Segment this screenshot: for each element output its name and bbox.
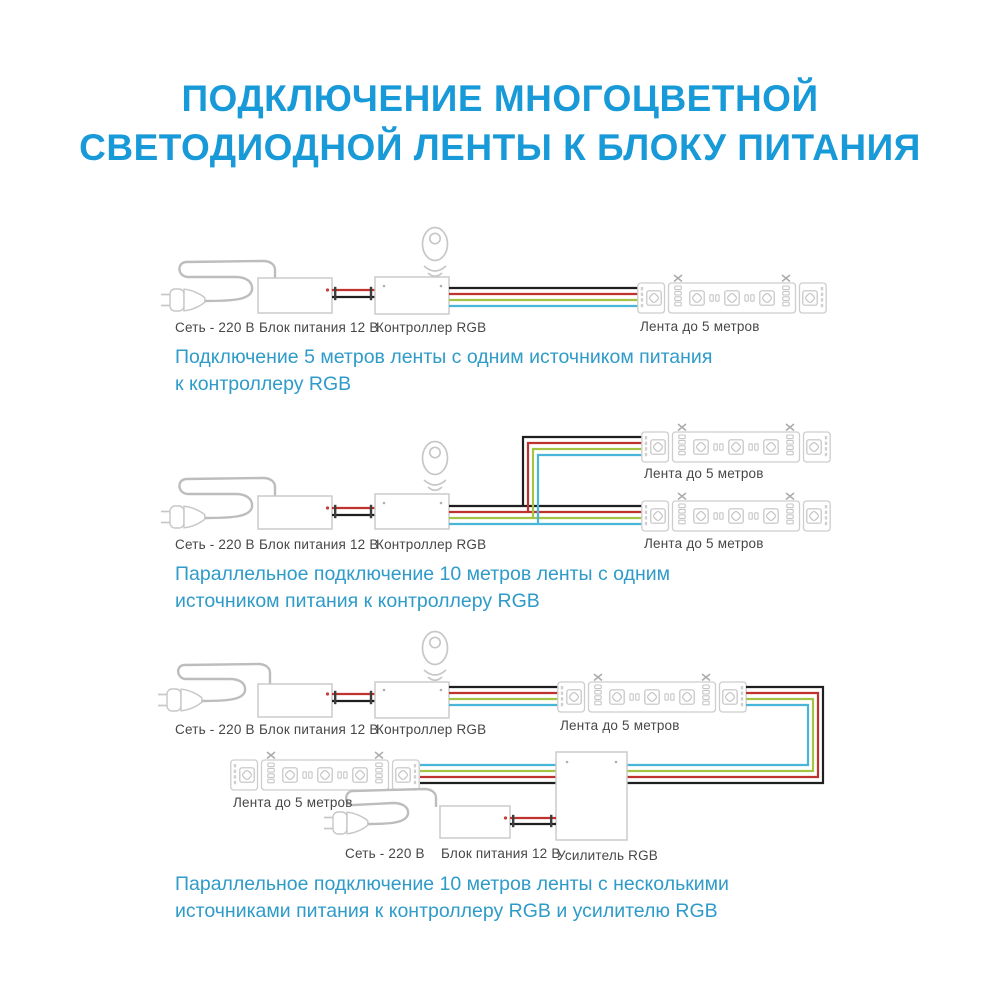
page-title-line-1: ПОДКЛЮЧЕНИЕ МНОГОЦВЕТНОЙ [181, 78, 819, 119]
led-strip [642, 424, 830, 462]
label-strip: Лента до 5 метров [644, 466, 764, 481]
label-mains: Сеть - 220 В [175, 722, 255, 737]
psu-terminal [326, 506, 329, 509]
label-psu: Блок питания 12 В [441, 846, 561, 861]
diagram-1-caption [175, 344, 712, 398]
controller-box [375, 277, 449, 314]
wire-cyan-loop [627, 705, 808, 765]
ir-remote-icon [423, 442, 448, 491]
controller-box [375, 682, 449, 718]
power-plug-icon [161, 506, 205, 528]
caption-line: Параллельное подключение 10 метров ленты с одним [175, 563, 671, 585]
wire-green-branch [533, 449, 644, 518]
label-strip: Лента до 5 метров [560, 718, 680, 733]
label-mains: Сеть - 220 В [175, 320, 255, 335]
psu-box [258, 684, 332, 717]
caption-line: источниками питания к контроллеру RGB и усилителю RGB [175, 900, 718, 922]
ir-remote-icon [423, 228, 448, 277]
caption-line: Подключение 5 метров ленты с одним источником питания [175, 346, 713, 368]
label-psu: Блок питания 12 В [259, 320, 379, 335]
amplifier-box [556, 752, 627, 840]
label-controller: Контроллер RGB [376, 537, 487, 552]
power-plug-icon [324, 812, 368, 834]
psu-box [258, 278, 332, 313]
psu-terminal [326, 692, 329, 695]
psu-box [258, 496, 332, 529]
label-psu: Блок питания 12 В [259, 722, 379, 737]
label-psu: Блок питания 12 В [259, 537, 379, 552]
led-strip [638, 275, 826, 313]
wire-red-branch [528, 443, 644, 512]
label-strip: Лента до 5 метров [233, 795, 353, 810]
diagram-2-caption [175, 561, 670, 615]
label-amplifier: Усилитель RGB [557, 848, 658, 863]
power-plug-icon [158, 689, 202, 711]
ir-remote-icon [423, 632, 448, 681]
psu-terminal [326, 288, 329, 291]
led-strip [231, 752, 419, 790]
led-strip [642, 493, 830, 531]
label-mains: Сеть - 220 В [345, 846, 425, 861]
psu-box [440, 806, 510, 838]
diagram-3-caption [175, 871, 729, 925]
label-mains: Сеть - 220 В [175, 537, 255, 552]
power-plug-icon [161, 289, 205, 311]
label-strip: Лента до 5 метров [640, 319, 760, 334]
page-title-line-2: СВЕТОДИОДНОЙ ЛЕНТЫ К БЛОКУ ПИТАНИЯ [79, 127, 921, 168]
label-controller: Контроллер RGB [376, 320, 487, 335]
diagram-1-art [161, 228, 826, 315]
wire-black-branch [523, 437, 644, 506]
label-strip: Лента до 5 метров [644, 536, 764, 551]
wire-cyan-branch [538, 455, 644, 524]
caption-line: Параллельное подключение 10 метров ленты с несколькими [175, 873, 729, 895]
caption-line: источником питания к контроллеру RGB [175, 590, 540, 612]
label-controller: Контроллер RGB [376, 722, 487, 737]
led-strip [558, 674, 746, 712]
caption-line: к контроллеру RGB [175, 373, 352, 395]
psu-terminal [504, 816, 507, 819]
controller-box [375, 494, 449, 529]
